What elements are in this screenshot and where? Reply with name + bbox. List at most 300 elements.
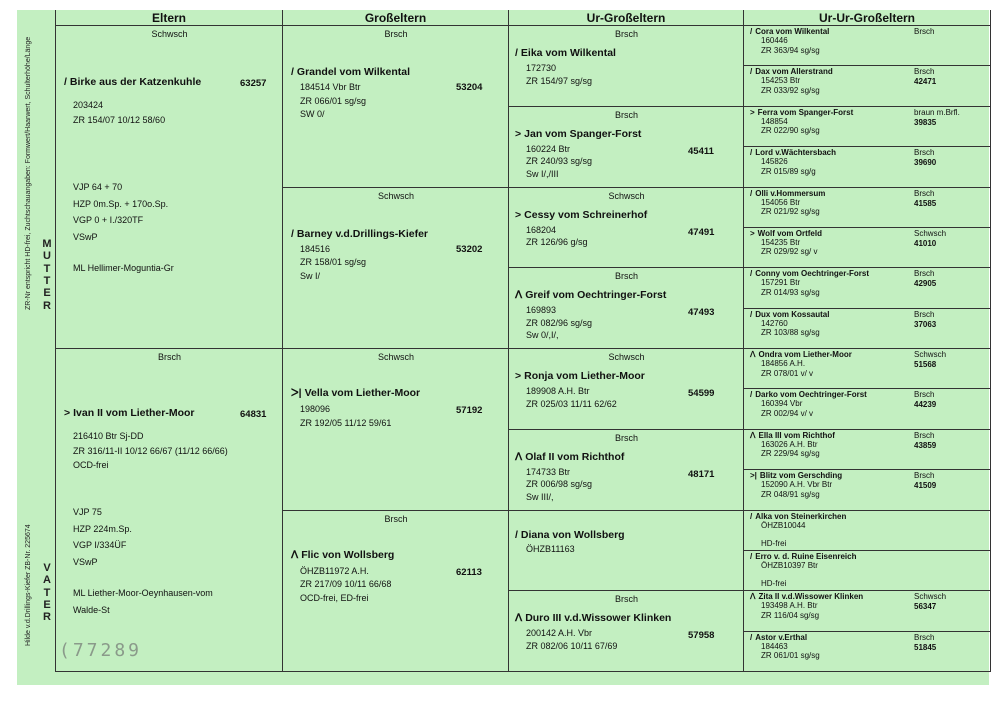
gg-grandparent-lines xyxy=(761,198,820,217)
gg-grandparent-line: 184463 xyxy=(761,641,788,651)
ancestry-mark: / xyxy=(750,148,753,158)
gg-grandparent-name-text: Ondra vom Liether-Moor xyxy=(758,350,852,359)
gg-grandparent-name xyxy=(750,27,829,36)
gg-grandparent-cell xyxy=(744,511,991,551)
great-grandparent-line: ZR 025/03 11/11 62/62 xyxy=(526,398,617,409)
gg-grandparent-line: ZR 014/93 sg/sg xyxy=(761,287,820,297)
gg-grandparent-name xyxy=(750,229,822,238)
gg-grandparent-line: 148854 xyxy=(761,116,788,126)
gg-grandparent-lines xyxy=(761,359,813,378)
gg-grandparent-number: 44239 xyxy=(914,400,937,410)
parent-extra-line: VGP I/334ÜF xyxy=(73,540,127,550)
ancestry-mark: ᐳ| xyxy=(291,387,302,399)
parent-number: 63257 xyxy=(240,78,267,89)
great-grandparent-line: Sw I/,/III xyxy=(526,168,559,179)
gg-grandparent-cell xyxy=(744,147,991,187)
gg-grandparent-name-text: Wolf vom Ortfeld xyxy=(757,228,822,238)
great-grandparent-cell xyxy=(509,430,744,511)
gg-grandparent-line: ZR 002/94 v/ v xyxy=(761,408,814,418)
great-grandparent-cell xyxy=(509,26,744,107)
ancestry-mark: ᐱ xyxy=(750,430,756,440)
parent-extra-line: ML Liether-Moor-Oeynhausen-vom xyxy=(73,588,213,598)
gg-grandparent-cell xyxy=(744,26,991,66)
gg-grandparent-name-text: Dux vom Kossautal xyxy=(755,309,830,319)
vertical-letter: E xyxy=(43,598,51,611)
ancestry-mark: ᐱ xyxy=(515,289,523,302)
great-grandparent-color: Schwsch xyxy=(608,190,645,201)
grandparent-name xyxy=(291,66,410,78)
grandparent-cell xyxy=(283,26,509,188)
parent-extra-line: HZP 0m.Sp. + 170o.Sp. xyxy=(73,198,169,209)
gg-grandparent-name xyxy=(750,310,829,319)
pedigree-grid xyxy=(55,10,991,672)
gg-grandparent-name xyxy=(750,108,853,117)
great-grandparent-color: Brsch xyxy=(614,594,638,605)
ancestry-mark: > xyxy=(515,370,522,382)
great-grandparent-color: Brsch xyxy=(614,271,638,282)
great-grandparent-name-text: Olaf II vom Richthof xyxy=(525,450,625,463)
ancestry-mark: / xyxy=(750,551,753,561)
gg-grandparent-line: ZR 103/88 sg/sg xyxy=(761,328,820,338)
ancestry-mark: > xyxy=(750,107,755,117)
great-grandparent-number: 54599 xyxy=(688,388,715,399)
stamp-number: (77289 xyxy=(59,640,143,661)
gg-grandparent-color: Brsch xyxy=(914,148,935,158)
gg-grandparent-cell xyxy=(744,268,991,308)
grandparent-number: 57192 xyxy=(456,405,483,416)
great-grandparent-line: 200142 A.H. Vbr xyxy=(526,628,593,639)
gg-grandparent-name-text: Lord v.Wächtersbach xyxy=(755,148,836,158)
great-grandparent-lines xyxy=(526,628,617,653)
grandparent-name-text: Vella vom Liether-Moor xyxy=(304,387,421,399)
great-grandparent-cell xyxy=(509,591,744,672)
gg-grandparent-line: ZR 363/94 sg/sg xyxy=(761,45,820,55)
gg-grandparent-cell xyxy=(744,349,991,389)
great-grandparent-name-text: Jan vom Spanger-Forst xyxy=(524,127,642,140)
ancestry-mark: / xyxy=(750,188,753,198)
gg-grandparent-name-text: Darko vom Oechtringer-Forst xyxy=(755,390,867,400)
ancestry-mark: / xyxy=(750,632,753,642)
parent-line: ZR 154/07 10/12 58/60 xyxy=(73,114,166,125)
parent-lines xyxy=(73,100,165,129)
parent-extra-line xyxy=(73,248,174,258)
gg-grandparent-line: 160446 xyxy=(761,36,788,45)
header-0: Eltern xyxy=(56,10,283,26)
gg-grandparent-lines xyxy=(761,76,820,95)
gg-grandparent-line: 152090 A.H. Vbr Btr xyxy=(761,480,833,490)
pedigree-sheet xyxy=(17,10,989,685)
great-grandparent-cell xyxy=(509,107,744,188)
gg-grandparent-lines xyxy=(761,319,820,338)
gg-grandparent-color: Brsch xyxy=(914,269,935,279)
gg-grandparent-number: 41509 xyxy=(914,481,937,491)
grandparent-line: 184516 xyxy=(300,243,331,254)
gg-grandparent-number: 39835 xyxy=(914,117,937,127)
great-grandparent-number: 47491 xyxy=(688,226,715,238)
great-grandparent-line: Sw III/, xyxy=(526,491,554,502)
grandparent-line: 198096 xyxy=(300,404,331,414)
parent-name xyxy=(64,76,201,88)
gg-grandparent-line: 154235 Btr xyxy=(761,237,801,247)
grandparent-line: SW 0/ xyxy=(300,109,325,119)
great-grandparent-color: Brsch xyxy=(614,109,638,120)
gg-grandparent-lines xyxy=(761,36,820,55)
vertical-letter: T xyxy=(43,274,51,287)
grandparent-number: 53204 xyxy=(456,82,483,93)
gg-grandparent-name-text: Ella III vom Richthof xyxy=(758,430,835,440)
vertical-letter: R xyxy=(43,299,51,312)
parent-extra-line: VJP 75 xyxy=(73,507,102,517)
parent-extra-line: VJP 64 + 70 xyxy=(73,182,123,192)
great-grandparent-color: Schwsch xyxy=(608,352,645,362)
grandparent-lines xyxy=(300,404,391,431)
great-grandparent-line: 172730 xyxy=(526,63,557,73)
great-grandparent-name-text: Cessy vom Schreinerhof xyxy=(524,208,648,221)
grandparent-line: ZR 066/01 sg/sg xyxy=(300,95,367,106)
gg-grandparent-line: ZR 048/91 sg/sg xyxy=(761,489,820,499)
gg-grandparent-color: Brsch xyxy=(914,309,935,319)
ancestry-mark: > xyxy=(515,208,522,221)
grandparent-name xyxy=(291,228,428,240)
gg-grandparent-name xyxy=(750,512,846,521)
gg-grandparent-cell xyxy=(744,430,991,470)
vertical-letter: R xyxy=(43,611,51,624)
parent-color: Schwsch xyxy=(151,29,188,39)
gg-grandparent-name xyxy=(750,592,863,601)
gg-grandparent-line: 160394 Vbr xyxy=(761,399,803,409)
gg-grandparent-color: Brsch xyxy=(914,188,935,198)
gg-grandparent-line: ZR 229/94 sg/sg xyxy=(761,449,820,459)
gg-grandparent-line: 145826 xyxy=(761,157,788,167)
gg-grandparent-cell xyxy=(744,309,991,349)
great-grandparent-cell xyxy=(509,268,744,349)
gg-grandparent-line: 154056 Btr xyxy=(761,197,801,207)
parent-line: OCD-frei xyxy=(73,460,109,470)
great-grandparent-name-text: Eika vom Wilkental xyxy=(520,47,616,59)
gg-grandparent-color: Brsch xyxy=(914,67,935,77)
gg-grandparent-number: 41585 xyxy=(914,198,937,208)
gg-grandparent-lines xyxy=(761,561,818,589)
gg-grandparent-name-text: Alka von Steinerkirchen xyxy=(755,511,847,521)
great-grandparent-name xyxy=(515,529,625,541)
vertical-letter: V xyxy=(43,562,51,574)
ancestry-mark: / xyxy=(750,269,753,279)
great-grandparent-number: 57958 xyxy=(688,630,715,642)
parent-name-text: Birke aus der Katzenkuhle xyxy=(69,76,202,88)
gg-grandparent-name-text: Zita II v.d.Wissower Klinken xyxy=(758,592,864,602)
ancestry-mark: ᐱ xyxy=(291,548,299,561)
gg-grandparent-lines xyxy=(761,480,832,499)
parent-extra-line xyxy=(73,573,213,583)
great-grandparent-name xyxy=(515,289,666,301)
ancestry-mark: > xyxy=(515,127,522,140)
gg-grandparent-lines xyxy=(761,157,816,176)
ancestry-mark: ᐱ xyxy=(750,592,756,602)
ancestry-mark: ᐱ xyxy=(750,350,756,359)
gg-grandparent-color: Brsch xyxy=(914,632,935,642)
gg-grandparent-line: ZR 021/92 sg/sg xyxy=(761,207,820,216)
ancestry-mark: ᐱ xyxy=(515,612,523,625)
great-grandparent-name-text: Diana von Wollsberg xyxy=(520,528,625,541)
parent-extra-line: VSwP xyxy=(73,231,98,242)
parent-extra-line: VSwP xyxy=(73,556,98,567)
great-grandparent-name xyxy=(515,128,641,140)
gg-grandparent-color: Brsch xyxy=(914,27,935,36)
grandparent-cell xyxy=(283,349,509,511)
gg-grandparent-line: ZR 015/89 sg/g xyxy=(761,166,816,176)
vertical-letter: U xyxy=(43,250,51,263)
gg-grandparent-name-text: Dax vom Allerstrand xyxy=(755,67,833,77)
gg-grandparent-number: 42905 xyxy=(914,279,937,289)
great-grandparent-number: 48171 xyxy=(688,468,715,480)
great-grandparent-name-text: Ronja vom Liether-Moor xyxy=(524,370,645,382)
ancestry-mark: / xyxy=(750,67,753,77)
gg-grandparent-color: Brsch xyxy=(914,390,935,400)
great-grandparent-line: 160224 Btr xyxy=(526,143,571,154)
gg-grandparent-name xyxy=(750,390,867,399)
header-2: Ur-Großeltern xyxy=(509,10,744,26)
side-note-top: ZR-Nr entspricht HD-frei, Zuchtschauangaben: Formwert/Haarwert, Schulterhöhe/Länge xyxy=(25,36,32,310)
gg-grandparent-number: 56347 xyxy=(914,602,937,612)
vertical-letter: T xyxy=(43,586,51,599)
parent-name-text: Ivan II vom Liether-Moor xyxy=(73,407,195,419)
gg-grandparent-cell xyxy=(744,188,991,228)
gg-grandparent-name xyxy=(750,269,869,278)
gg-grandparent-name-text: Erro v. d. Ruine Eisenreich xyxy=(755,551,857,561)
great-grandparent-line: 169893 xyxy=(526,305,557,316)
mother-cell xyxy=(56,26,283,349)
gg-grandparent-color: Brsch xyxy=(914,430,935,440)
ancestry-mark: > xyxy=(64,407,71,419)
grandparent-line: ZR 192/05 11/12 59/61 xyxy=(300,417,392,428)
ancestry-mark: / xyxy=(291,227,294,240)
parent-extra-line: HZP 224m.Sp. xyxy=(73,523,132,534)
parent-name xyxy=(64,407,195,419)
gg-grandparent-line: ZR 061/01 sg/sg xyxy=(761,651,820,661)
great-grandparent-lines xyxy=(526,225,588,250)
ancestry-mark: / xyxy=(750,511,753,521)
ancestry-mark: / xyxy=(64,76,67,88)
great-grandparent-line: ZR 126/96 g/sg xyxy=(526,237,588,247)
great-grandparent-name xyxy=(515,370,645,382)
parent-lines xyxy=(73,431,228,475)
parent-line: ZR 316/11-II 10/12 66/67 (11/12 66/66) xyxy=(73,445,228,456)
parent-line: 216410 Btr Sj-DD xyxy=(73,431,144,441)
gg-grandparent-lines xyxy=(761,440,820,459)
parent-extra-line: ML Hellimer-Moguntia-Gr xyxy=(73,263,174,273)
gg-grandparent-lines xyxy=(761,642,820,661)
parent-extra xyxy=(73,182,174,280)
gg-grandparent-line: ÖHZB10044 xyxy=(761,520,806,530)
gg-grandparent-cell xyxy=(744,632,991,672)
great-grandparent-line: ZR 240/93 sg/sg xyxy=(526,156,593,167)
gg-grandparent-line: ZR 116/04 sg/sg xyxy=(761,610,820,620)
gg-grandparent-lines xyxy=(761,278,820,297)
gg-grandparent-cell xyxy=(744,591,991,631)
great-grandparent-lines xyxy=(526,305,592,343)
gg-grandparent-line: 154253 Btr xyxy=(761,76,801,86)
grandparent-number: 53202 xyxy=(456,243,483,255)
great-grandparent-name-text: Duro III v.d.Wissower Klinken xyxy=(525,612,672,625)
grandparent-lines xyxy=(300,566,391,607)
gg-grandparent-line: ZR 033/92 sg/sg xyxy=(761,85,820,95)
gg-grandparent-color: Schwsch xyxy=(914,350,947,359)
gg-grandparent-name xyxy=(750,552,856,561)
grandparent-name-text: Barney v.d.Drillings-Kiefer xyxy=(296,227,429,240)
father-cell xyxy=(56,349,283,672)
gg-grandparent-color: Schwsch xyxy=(914,592,947,602)
great-grandparent-lines xyxy=(526,63,592,88)
parent-extra-line: VGP 0 + I./320TF xyxy=(73,215,144,225)
parent-extra-line: Walde-St xyxy=(73,604,110,615)
gg-grandparent-cell xyxy=(744,66,991,106)
ancestry-mark: / xyxy=(750,390,753,400)
great-grandparent-color: Brsch xyxy=(614,432,638,443)
gg-grandparent-line: ÖHZB10397 Btr xyxy=(761,560,818,570)
side-note-bottom: Hilde v.d.Drillings-Kiefer ZB-Nr. 225674 xyxy=(25,524,32,646)
grandparent-name-text: Grandel vom Wilkental xyxy=(296,66,411,78)
gg-grandparent-line: ZR 022/90 sg/sg xyxy=(761,126,820,136)
ancestry-mark: / xyxy=(515,47,518,59)
gg-grandparent-name-text: Ferra vom Spanger-Forst xyxy=(757,107,854,117)
great-grandparent-lines xyxy=(526,467,592,505)
gg-grandparent-cell xyxy=(744,389,991,429)
gg-grandparent-line: 163026 A.H. Btr xyxy=(761,439,818,449)
gg-grandparent-name xyxy=(750,471,842,480)
great-grandparent-line: ZR 154/97 sg/sg xyxy=(526,75,593,86)
gg-grandparent-number: 42471 xyxy=(914,77,937,87)
gg-grandparent-lines xyxy=(761,238,817,257)
great-grandparent-name-text: Greif vom Oechtringer-Forst xyxy=(525,289,667,302)
great-grandparent-name xyxy=(515,47,616,59)
parent-number: 64831 xyxy=(240,409,267,420)
ancestry-mark: / xyxy=(291,66,294,78)
parent-color: Brsch xyxy=(157,352,181,362)
gg-grandparent-number: 51568 xyxy=(914,360,937,369)
ancestry-mark: > xyxy=(750,228,755,238)
grandparent-name xyxy=(291,549,394,561)
great-grandparent-color: Brsch xyxy=(614,29,638,39)
great-grandparent-cell xyxy=(509,349,744,430)
grandparent-color: Schwsch xyxy=(377,352,414,362)
header-3: Ur-Ur-Großeltern xyxy=(744,10,991,26)
vertical-letter: A xyxy=(43,574,51,587)
parent-line: 203424 xyxy=(73,100,104,110)
grandparent-lines xyxy=(300,82,366,123)
great-grandparent-line: 189908 A.H. Btr xyxy=(526,386,590,396)
grandparent-lines xyxy=(300,244,366,285)
gg-grandparent-color: Brsch xyxy=(914,471,935,481)
grandparent-color: Schwsch xyxy=(377,190,414,201)
grandparent-line: ZR 217/09 10/11 66/68 xyxy=(300,579,392,589)
grandparent-line: Sw I/ xyxy=(300,270,321,281)
grandparent-name xyxy=(291,387,420,399)
gg-grandparent-lines xyxy=(761,399,813,418)
gg-grandparent-line: HD-frei xyxy=(761,539,787,548)
gg-grandparent-number: 37063 xyxy=(914,319,937,329)
gg-grandparent-name xyxy=(750,189,825,198)
grandparent-number: 62113 xyxy=(456,566,482,578)
gg-grandparent-line: HD-frei xyxy=(761,579,787,589)
great-grandparent-lines xyxy=(526,544,575,557)
gg-grandparent-name-text: Conny vom Oechtringer-Forst xyxy=(755,269,870,279)
gg-grandparent-cell xyxy=(744,470,991,510)
gg-grandparent-number: 39690 xyxy=(914,158,937,168)
great-grandparent-number: 47493 xyxy=(688,307,715,319)
gg-grandparent-name-text: Olli v.Hommersum xyxy=(755,188,826,198)
parent-extra xyxy=(73,507,213,621)
great-grandparent-cell xyxy=(509,511,744,592)
vertical-letter: E xyxy=(43,287,51,300)
header-1: Großeltern xyxy=(283,10,509,26)
gg-grandparent-name-text: Astor v.Erthal xyxy=(755,632,808,642)
gg-grandparent-lines xyxy=(761,601,819,620)
gg-grandparent-line: 184856 A.H. xyxy=(761,359,806,368)
gg-grandparent-name xyxy=(750,67,833,76)
gg-grandparent-name-text: Blitz vom Gerschding xyxy=(759,471,843,481)
grandparent-cell xyxy=(283,511,509,673)
great-grandparent-cell xyxy=(509,188,744,269)
great-grandparent-line: Sw 0/,I/, xyxy=(526,330,559,341)
gg-grandparent-line: ZR 029/92 sg/ v xyxy=(761,247,818,257)
gg-grandparent-line: 193498 A.H. Btr xyxy=(761,601,818,611)
great-grandparent-lines xyxy=(526,386,617,411)
grandparent-line: ZR 158/01 sg/sg xyxy=(300,257,367,267)
ancestry-mark: / xyxy=(515,528,518,541)
gg-grandparent-line: 142760 xyxy=(761,318,788,328)
great-grandparent-name xyxy=(515,451,624,463)
grandparent-line: OCD-frei, ED-frei xyxy=(300,592,369,603)
great-grandparent-name xyxy=(515,209,647,221)
grandparent-name-text: Flic von Wollsberg xyxy=(301,548,395,561)
great-grandparent-line: ZR 006/98 sg/sg xyxy=(526,479,593,490)
ancestry-mark: / xyxy=(750,309,753,319)
grandparent-line: 184514 Vbr Btr xyxy=(300,82,361,92)
grandparent-line: ÖHZB11972 A.H. xyxy=(300,565,369,576)
ancestry-mark: >| xyxy=(750,471,757,481)
gg-grandparent-cell xyxy=(744,551,991,591)
great-grandparent-line: ZR 082/96 sg/sg xyxy=(526,317,593,328)
ancestry-mark: / xyxy=(750,27,753,36)
vertical-letter: T xyxy=(43,262,51,275)
gg-grandparent-lines xyxy=(761,521,805,549)
grandparent-color: Brsch xyxy=(384,29,408,39)
vertical-letter: M xyxy=(42,238,52,250)
gg-grandparent-name xyxy=(750,431,835,440)
gg-grandparent-line: ZR 078/01 v/ v xyxy=(761,368,814,378)
gg-grandparent-line xyxy=(761,530,805,539)
gg-grandparent-lines xyxy=(761,117,820,136)
gg-grandparent-line xyxy=(761,570,818,579)
gg-grandparent-name xyxy=(750,633,807,642)
gg-grandparent-color: braun m.Brfl. xyxy=(914,107,960,117)
gg-grandparent-cell xyxy=(744,107,991,147)
great-grandparent-line: 174733 Btr xyxy=(526,466,571,477)
great-grandparent-number: 45411 xyxy=(688,145,714,157)
great-grandparent-line: 168204 xyxy=(526,224,557,235)
gg-grandparent-cell xyxy=(744,228,991,268)
gg-grandparent-name xyxy=(750,148,836,157)
great-grandparent-line: ÖHZB11163 xyxy=(526,543,575,554)
ancestry-mark: ᐱ xyxy=(515,450,523,463)
gg-grandparent-line: 157291 Btr xyxy=(761,278,801,288)
grandparent-color: Brsch xyxy=(384,513,408,524)
gg-grandparent-number: 41010 xyxy=(914,238,937,248)
gg-grandparent-name-text: Cora vom Wilkental xyxy=(755,27,830,36)
great-grandparent-line: ZR 082/06 10/11 67/69 xyxy=(526,640,618,651)
grandparent-cell xyxy=(283,188,509,350)
gg-grandparent-number: 43859 xyxy=(914,440,937,450)
